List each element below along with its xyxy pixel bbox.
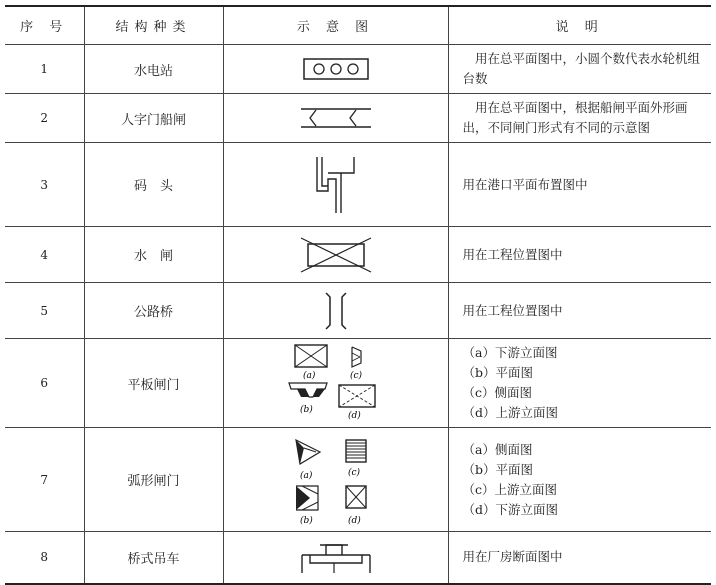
description-text: 用在港口平面布置图中 bbox=[462, 176, 588, 192]
legend-line: （d）上游立面图 bbox=[462, 405, 559, 420]
table-row bbox=[5, 339, 711, 428]
structure-type: 码 头 bbox=[84, 143, 223, 227]
radial-gate-symbols bbox=[286, 434, 386, 526]
diagram-cell bbox=[223, 143, 448, 227]
legend-line: （a）侧面图 bbox=[462, 441, 533, 457]
description-text: 用在厂房断面图中 bbox=[462, 549, 563, 565]
description-cell bbox=[448, 227, 711, 283]
legend-line: （c）侧面图 bbox=[462, 385, 533, 400]
row-number: 4 bbox=[5, 227, 84, 283]
diagram-cell bbox=[223, 339, 448, 428]
structure-type: 公路桥 bbox=[84, 283, 223, 339]
description-cell bbox=[448, 283, 711, 339]
description-text: 用在工程位置图中 bbox=[462, 302, 563, 318]
legend-line: （d）下游立面图 bbox=[462, 501, 559, 517]
table-header-row bbox=[5, 6, 711, 45]
table-row bbox=[5, 428, 711, 532]
row-number: 3 bbox=[5, 143, 84, 227]
svg-text:(a): (a) bbox=[302, 371, 315, 381]
svg-text:(b): (b) bbox=[299, 405, 313, 415]
diagram-cell bbox=[223, 532, 448, 584]
bridge-crane-symbol bbox=[296, 537, 376, 577]
highway-bridge-symbol bbox=[316, 289, 356, 333]
legend-line: （c）上游立面图 bbox=[462, 481, 558, 497]
header-type: 结构种类 bbox=[84, 6, 223, 45]
table-row bbox=[5, 143, 711, 227]
row-number: 8 bbox=[5, 532, 84, 584]
wharf-symbol bbox=[306, 153, 366, 217]
description-text: 用在总平面图中，小圆个数代表水轮机组台数 bbox=[462, 51, 701, 86]
row-number: 5 bbox=[5, 283, 84, 339]
svg-text:(c): (c) bbox=[347, 467, 360, 478]
svg-text:(a): (a) bbox=[299, 470, 312, 481]
description-cell bbox=[448, 45, 711, 94]
flat-gate-symbols bbox=[281, 341, 391, 425]
svg-text:(d): (d) bbox=[347, 411, 361, 421]
table-row bbox=[5, 227, 711, 283]
header-diagram: 示 意 图 bbox=[223, 6, 448, 45]
structure-type: 水 闸 bbox=[84, 227, 223, 283]
diagram-cell bbox=[223, 227, 448, 283]
sluice-symbol bbox=[296, 235, 376, 275]
description-cell bbox=[448, 532, 711, 584]
miter-gate-lock-symbol bbox=[296, 103, 376, 133]
description-cell bbox=[448, 143, 711, 227]
row-number: 1 bbox=[5, 45, 84, 94]
hydropower-station-symbol bbox=[296, 54, 376, 84]
header-seq: 序 号 bbox=[5, 6, 84, 45]
diagram-cell bbox=[223, 283, 448, 339]
table-row bbox=[5, 532, 711, 584]
structure-type: 桥式吊车 bbox=[84, 532, 223, 584]
row-number: 6 bbox=[5, 339, 84, 428]
header-desc: 说 明 bbox=[448, 6, 711, 45]
legend-line: （b）平面图 bbox=[462, 461, 534, 477]
symbol-table bbox=[5, 5, 711, 585]
description-text: 用在总平面图中，根据船闸平面外形画出，不同闸门形式有不同的示意图 bbox=[462, 100, 688, 135]
svg-text:(d): (d) bbox=[347, 515, 361, 526]
table-row bbox=[5, 45, 711, 94]
structure-type: 平板闸门 bbox=[84, 339, 223, 428]
diagram-cell bbox=[223, 428, 448, 532]
svg-text:(b): (b) bbox=[299, 515, 313, 526]
table-row bbox=[5, 283, 711, 339]
svg-text:(c): (c) bbox=[349, 371, 362, 381]
description-cell bbox=[448, 428, 711, 532]
legend-line: （b）平面图 bbox=[462, 365, 534, 380]
diagram-cell bbox=[223, 94, 448, 143]
legend-line: （a）下游立面图 bbox=[462, 345, 558, 360]
diagram-cell bbox=[223, 45, 448, 94]
description-cell bbox=[448, 339, 711, 428]
structure-type: 人字门船闸 bbox=[84, 94, 223, 143]
description-cell bbox=[448, 94, 711, 143]
structure-type: 水电站 bbox=[84, 45, 223, 94]
description-text: 用在工程位置图中 bbox=[462, 246, 563, 262]
table-row bbox=[5, 94, 711, 143]
row-number: 2 bbox=[5, 94, 84, 143]
row-number: 7 bbox=[5, 428, 84, 532]
structure-type: 弧形闸门 bbox=[84, 428, 223, 532]
